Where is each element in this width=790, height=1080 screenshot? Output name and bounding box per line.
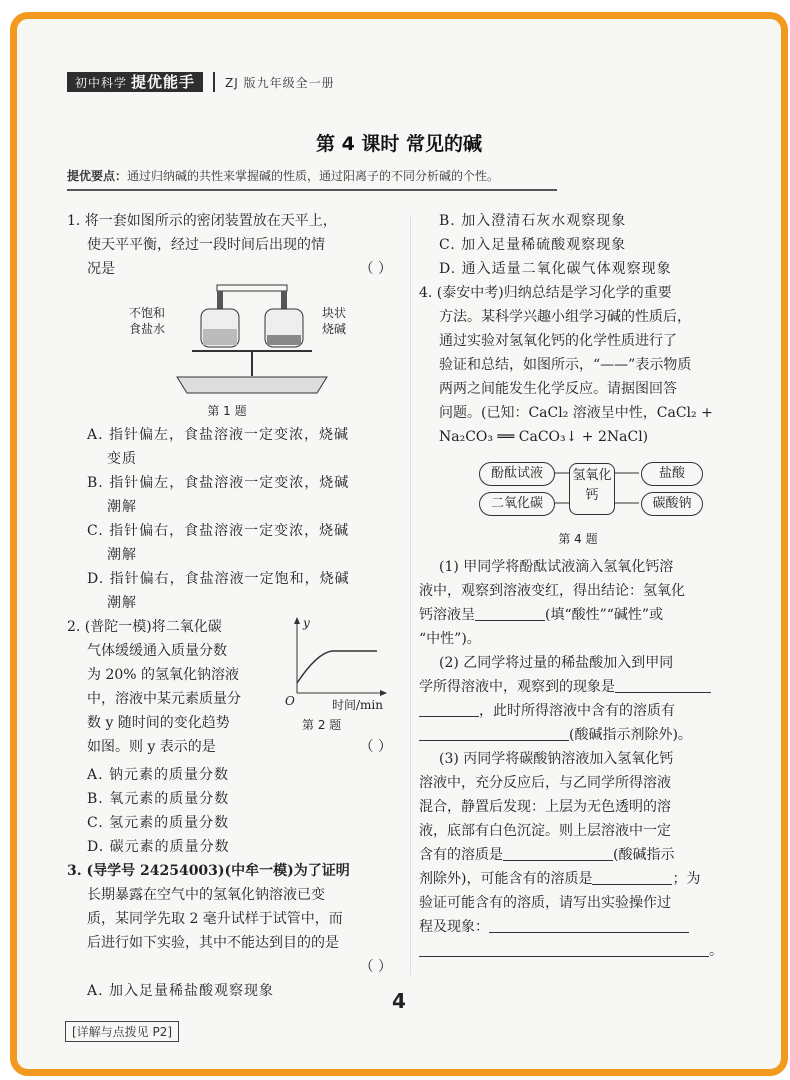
sub3-text: ；为 — [672, 871, 701, 887]
right-column — [419, 209, 737, 963]
q3-line: 后进行如下实验，其中不能达到目的的是 — [87, 935, 339, 951]
answer-reference: [详解与点拨见 P2] — [65, 1021, 179, 1042]
question-1 — [67, 209, 392, 615]
question-2 — [67, 615, 392, 763]
q2-line: 2. (普陀一模)将二氧化碳 — [67, 619, 222, 635]
q4-line: 两两之间能发生化学反应。请据图回答 — [439, 381, 677, 397]
q2-line: 气体缓缓通入质量分数 — [87, 643, 227, 659]
q2-option-a: A. 钠元素的质量分数 — [87, 767, 230, 783]
q2-line: 为 20% 的氢氧化钠溶液 — [87, 667, 240, 683]
page-frame — [10, 12, 788, 1076]
sub1-line: (1) 甲同学将酚酞试液滴入氢氧化钙溶 — [439, 559, 674, 575]
q1-option-c-cont: 潮解 — [107, 547, 137, 563]
q1-line: 使天平平衡，经过一段时间后出现的情 — [87, 237, 325, 253]
caustic-soda — [267, 335, 301, 345]
balance-base — [177, 377, 327, 393]
node-phenolphthalein: 酚酞试液 — [479, 462, 555, 486]
graph-y-label: y — [303, 616, 310, 630]
sub3-text: 剂除外)，可能含有的溶质是 — [419, 871, 593, 887]
label-unsaturated: 不饱和 — [129, 306, 166, 320]
column-divider — [410, 215, 411, 975]
series-badge — [67, 72, 203, 92]
graph-origin: O — [285, 694, 295, 708]
sub3-line-blank — [419, 867, 737, 891]
sub3-line: 溶液中，充分反应后，与乙同学所得溶液 — [419, 775, 671, 791]
q2-line-text: 如图。则 y 表示的是 — [87, 739, 216, 755]
sub1-text: 钙溶液呈 — [419, 607, 475, 623]
left-column — [67, 209, 392, 1003]
sub2-text: ，此时所得溶液中含有的溶质有 — [479, 703, 675, 719]
reaction-diagram — [419, 453, 737, 523]
q1-option-a-cont: 变质 — [107, 451, 137, 467]
q4-line: 问题。(已知：CaCl₂ 溶液呈中性，CaCl₂ + — [439, 405, 713, 421]
q2-line: 数 y 随时间的变化趋势 — [87, 715, 230, 731]
sub3-text: 程及现象： — [419, 919, 489, 935]
sub3-line-blank — [419, 843, 737, 867]
sub2-text: (酸碱指示剂除外)。 — [569, 727, 692, 743]
q3-option-d: D. 通入适量二氧化碳气体观察现象 — [439, 261, 672, 277]
q2-option-d: D. 碳元素的质量分数 — [87, 839, 230, 855]
label-lump: 块状 — [322, 306, 347, 320]
q1-option-b-cont: 潮解 — [107, 499, 137, 515]
sub3-text: 含有的溶质是 — [419, 847, 503, 863]
q1-option-d: D. 指针偏右，食盐溶液一定饱和，烧碱 — [87, 571, 350, 587]
question-3 — [67, 859, 392, 1003]
sub3-text: 。 — [709, 943, 723, 959]
header-divider — [213, 72, 215, 92]
sub3-line: 液，底部有白色沉淀。则上层溶液中一定 — [419, 823, 671, 839]
answer-paren: （ ） — [359, 739, 392, 755]
sub2-line-blank — [419, 723, 737, 747]
sub3-line: 验证可能含有的溶质，请写出实验操作过 — [419, 895, 671, 911]
q4-line: 通过实验对氢氧化钙的化学性质进行了 — [439, 333, 677, 349]
answer-blank[interactable] — [592, 868, 672, 885]
balance-apparatus-figure — [67, 281, 392, 399]
sub2-line-blank — [419, 699, 737, 723]
key-points-label: 提优要点： — [67, 169, 128, 183]
q3-paren: （ ） — [359, 959, 392, 975]
sub2-text: 学所得溶液中，观察到的现象是 — [419, 679, 615, 695]
q4-line: 4. (泰安中考)归纳总结是学习化学的重要 — [419, 285, 672, 301]
graph-x-label: 时间/min — [332, 698, 383, 712]
answer-blank[interactable] — [503, 844, 613, 861]
sub1-text: (填“酸性”“碱性”或 — [545, 607, 664, 623]
node-carbon-dioxide: 二氧化碳 — [479, 492, 555, 516]
series-bold-label: 提优能手 — [131, 73, 196, 91]
q4-line: 验证和总结，如图所示，“——”表示物质 — [439, 357, 692, 373]
answer-paren: （ ） — [359, 261, 392, 277]
q3-option-b: B. 加入澄清石灰水观察现象 — [439, 213, 627, 229]
key-points — [67, 167, 557, 191]
q3-option-a: A. 加入足量稀盐酸观察现象 — [87, 983, 275, 999]
question-4 — [419, 281, 737, 449]
label-caustic-soda: 烧碱 — [322, 322, 347, 336]
q1-figure — [67, 281, 392, 399]
figure-4-caption: 第 4 题 — [558, 532, 598, 546]
answer-blank[interactable] — [419, 700, 479, 717]
figure-2-caption: 第 2 题 — [302, 718, 342, 732]
q2-line-last — [67, 735, 392, 759]
q4-line: Na₂CO₃ ══ CaCO₃↓ + 2NaCl) — [439, 429, 649, 445]
document-page — [17, 19, 781, 1069]
answer-blank[interactable] — [419, 724, 569, 741]
label-salt-water: 食盐水 — [129, 322, 166, 336]
answer-blank[interactable] — [419, 940, 709, 957]
sub3-line-blank — [419, 915, 737, 939]
sub3-line: 混合，静置后发现：上层为无色透明的溶 — [419, 799, 671, 815]
sub3-text: (酸碱指示 — [613, 847, 675, 863]
page-number: 4 — [392, 989, 406, 1013]
header — [67, 72, 335, 92]
tube-right-stem — [281, 291, 287, 311]
sub3-line: (3) 丙同学将碳酸钠溶液加入氢氧化钙 — [439, 751, 674, 767]
answer-blank[interactable] — [475, 604, 545, 621]
q3-option-c: C. 加入足量稀硫酸观察现象 — [439, 237, 627, 253]
q3-line: 质，某同学先取 2 毫升试样于试管中，而 — [87, 911, 343, 927]
series-label: 初中科学 — [75, 76, 128, 90]
y-axis-arrow — [294, 617, 300, 624]
tube-left-stem — [217, 291, 223, 311]
q1-line-last — [67, 257, 392, 281]
key-points-text: 通过归纳碱的共性来掌握碱的性质，通过阳离子的不同分析碱的个性。 — [127, 169, 500, 183]
q1-line-text: 况是 — [87, 261, 115, 277]
sub2-line-blank — [419, 675, 737, 699]
salt-water — [203, 329, 237, 345]
answer-blank[interactable] — [489, 916, 689, 933]
q1-option-c: C. 指针偏右，食盐溶液一定变浓，烧碱 — [87, 523, 350, 539]
q1-option-d-cont: 潮解 — [107, 595, 137, 611]
q2-line: 中，溶液中某元素质量分 — [87, 691, 241, 707]
sub1-line: “中性”)。 — [419, 631, 481, 647]
trend-curve — [297, 651, 377, 683]
figure-1-caption: 第 1 题 — [207, 404, 247, 418]
q2-graph — [277, 615, 392, 735]
answer-blank[interactable] — [615, 676, 711, 693]
q4-line: 方法。某科学兴趣小组学习碱的性质后， — [439, 309, 691, 325]
sub1-line: 液中，观察到溶液变红，得出结论：氢氧化 — [419, 583, 685, 599]
sub2-line: (2) 乙同学将过量的稀盐酸加入到甲同 — [439, 655, 674, 671]
edition-label: ZJ 版九年级全一册 — [225, 75, 335, 90]
q2-option-b: B. 氧元素的质量分数 — [87, 791, 230, 807]
node-hydrochloric-acid: 盐酸 — [641, 462, 703, 486]
node-sodium-carbonate: 碳酸钠 — [641, 492, 703, 516]
q1-option-b: B. 指针偏左，食盐溶液一定变浓，烧碱 — [87, 475, 350, 491]
q2-option-c: C. 氢元素的质量分数 — [87, 815, 230, 831]
sub3-line-blank — [419, 939, 737, 963]
q1-option-a: A. 指针偏左，食盐溶液一定变浓，烧碱 — [87, 427, 350, 443]
q1-line: 1. 将一套如图所示的密闭装置放在天平上， — [67, 213, 337, 229]
lesson-title: 第 4 课时 常见的碱 — [315, 133, 483, 155]
sub1-line-blank — [419, 603, 737, 627]
connecting-tube — [217, 285, 287, 291]
q3-line: 长期暴露在空气中的氢氧化钠溶液已变 — [87, 887, 325, 903]
q3-line: 3. (导学号 24254003)(中牟一模)为了证明 — [67, 863, 350, 879]
node-calcium-hydroxide: 氢氧化钙 — [569, 463, 615, 515]
